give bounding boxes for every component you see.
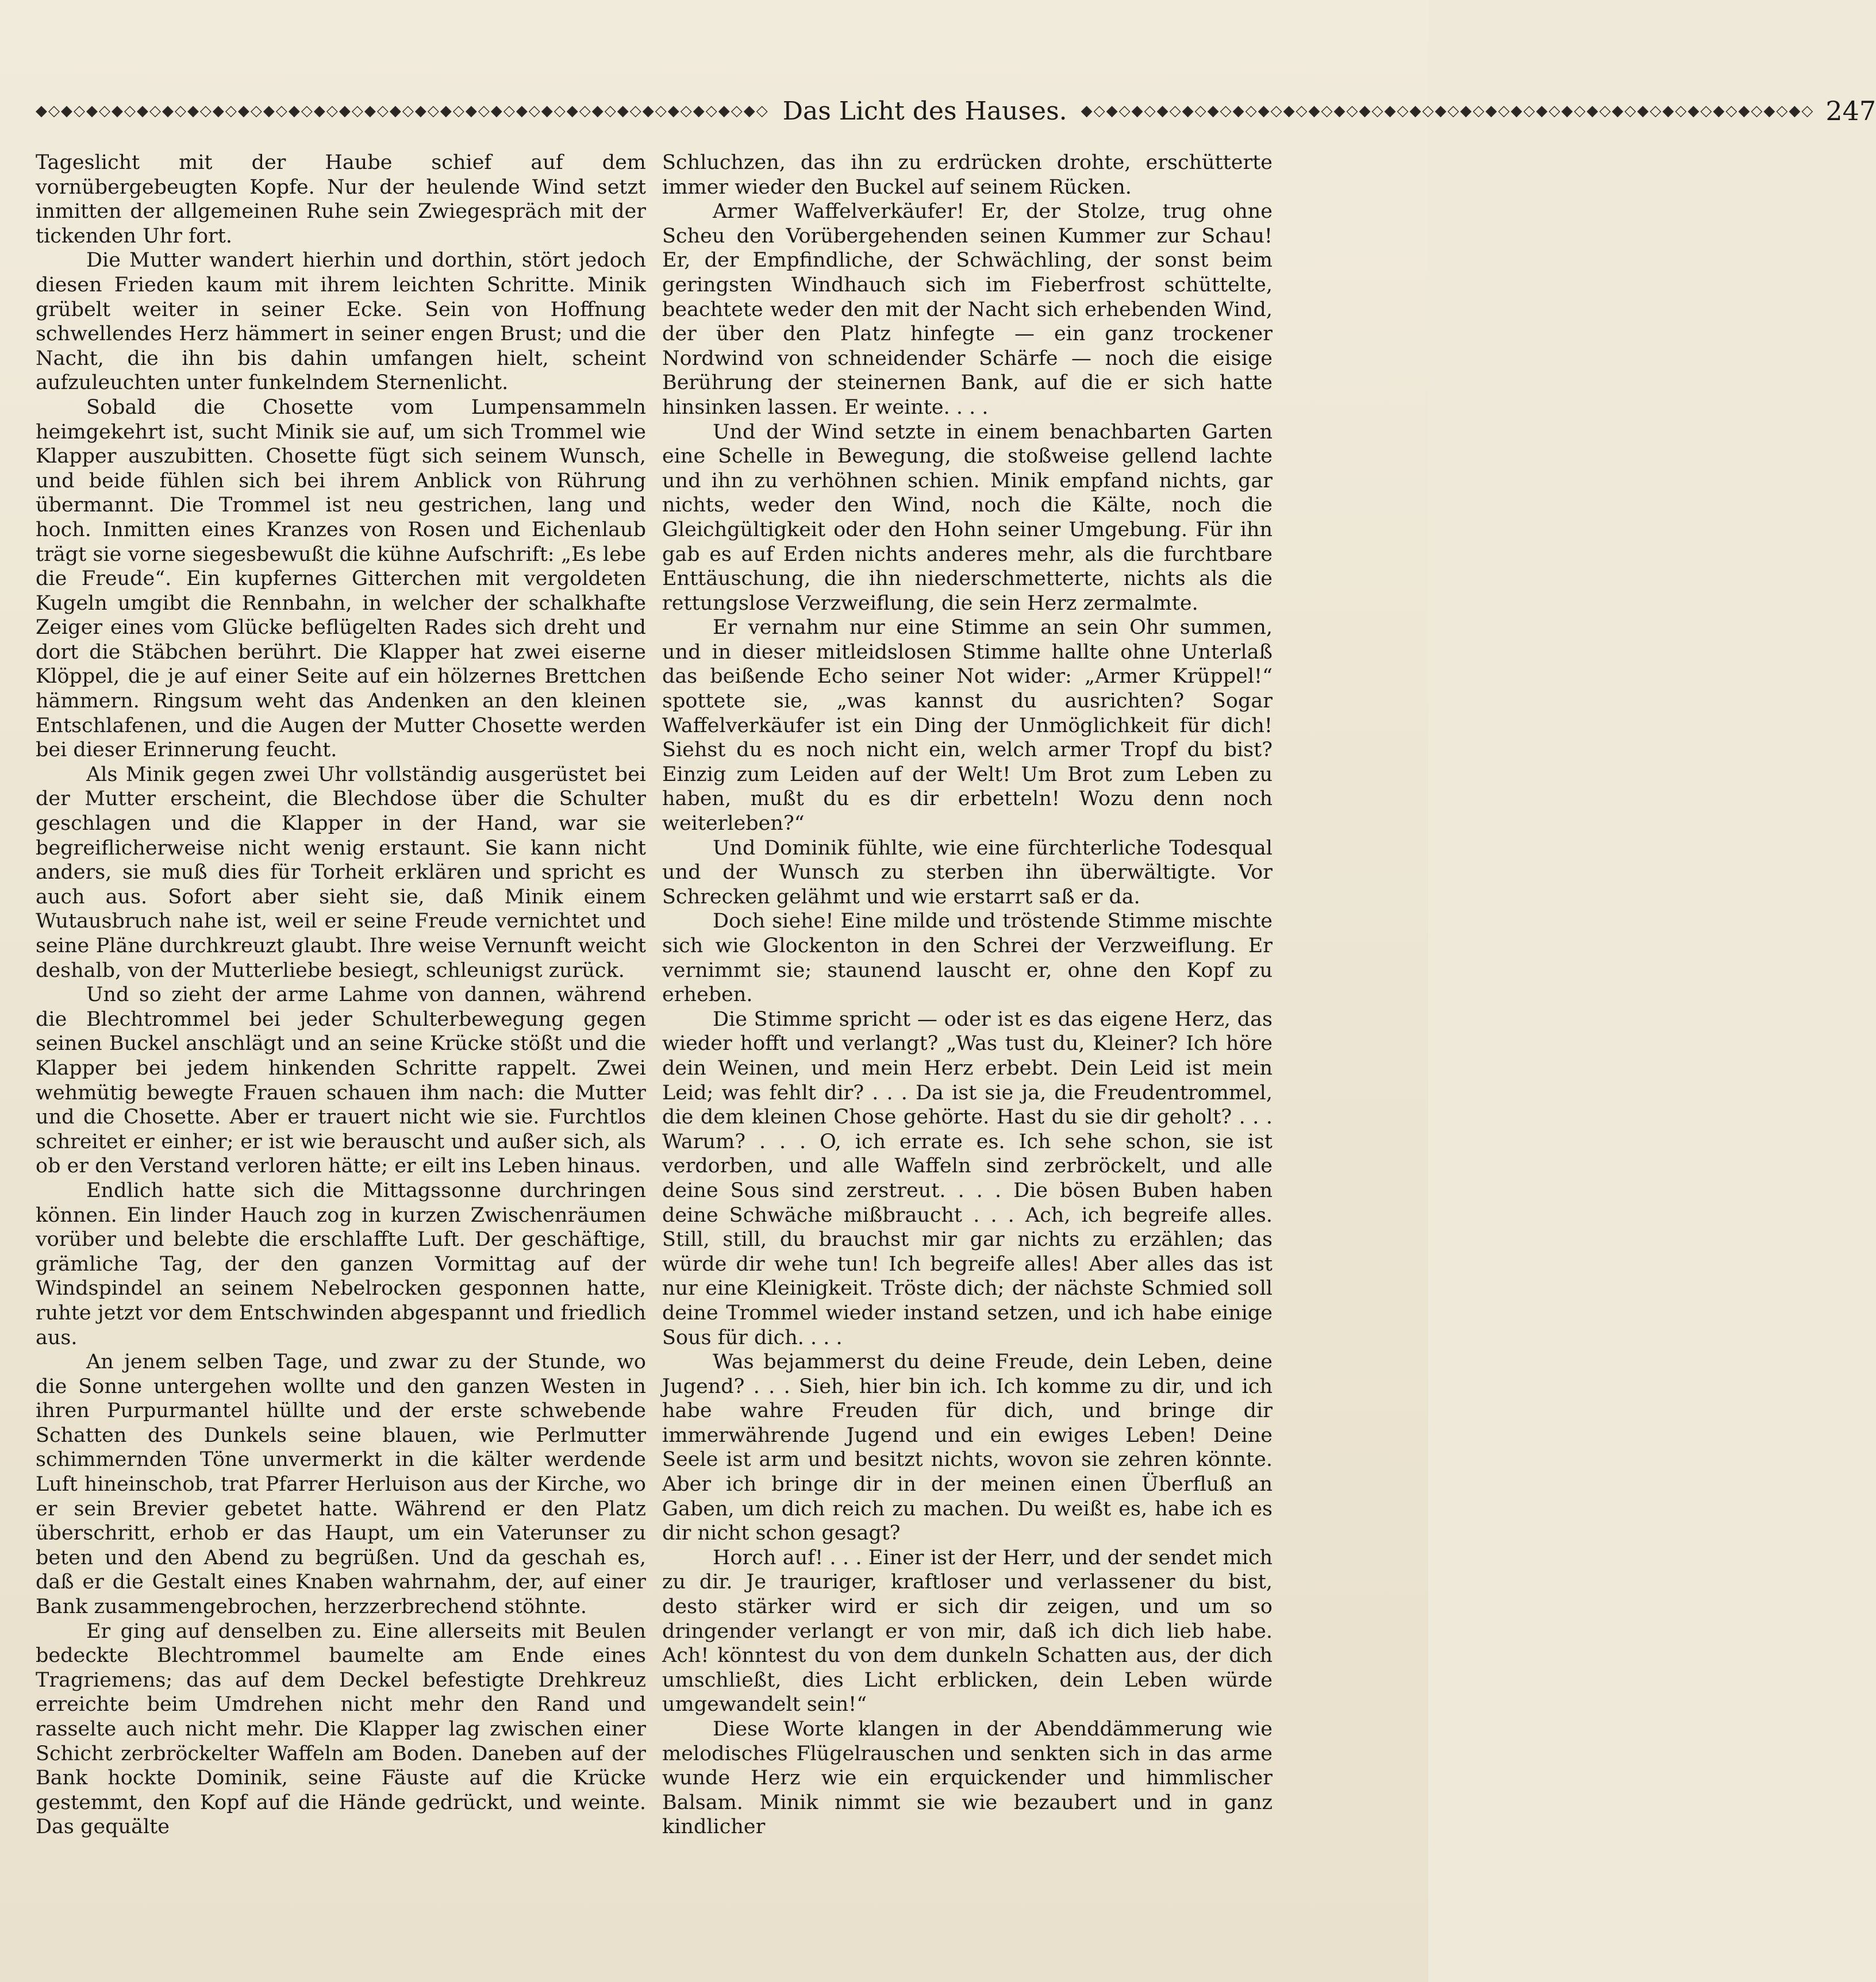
right-column — [662, 151, 1273, 1961]
paragraph: Die Stimme spricht — oder ist es das eigene Herz, das wieder hofft und verlangt? „Was tust du, Kleiner? Ich höre dein Weinen, und mein Herz erbebt. Dein Leid ist mein Leid; was fehlt dir? . . . Da ist sie ja, die Freudentrommel, die dem kleinen Chose gehörte. Hast du sie dir geholt? . . . Warum? . . . O, ich errate es. Ich sehe schon, sie ist verdorben, und alle Waffeln sind zerbröckelt, und alle deine Sous sind zerstreut. . . . Die bösen Buben haben deine Schwäche mißbraucht . . . Ach, ich begreife alles. Still, still, du brauchst mir gar nichts zu erzählen; das würde dir wehe tun! Ich begreife alles! Aber alles das ist nur eine Kleinigkeit. Tröste dich; der nächste Schmied soll deine Trommel wieder instand setzen, und ich habe einige Sous für dich. . . . — [662, 1007, 1273, 1349]
paragraph: Die Mutter wandert hierhin und dorthin, stört jedoch diesen Frieden kaum mit ihrem leichten Schritte. Minik grübelt weiter in seiner Ecke. Sein von Hoffnung schwellendes Herz hämmert in seiner engen Brust; und die Nacht, die ihn bis dahin umfangen hielt, scheint aufzuleuchten unter funkelndem Sternenlicht. — [36, 249, 646, 395]
paragraph: Er vernahm nur eine Stimme an sein Ohr summen, und in dieser mitleidslosen Stimme hallte ohne Unterlaß das beißende Echo seiner Not wider: „Armer Krüppel!“ spottete sie, „was kannst du ausrichten? Sogar Waffelverkäufer ist ein Ding der Unmöglichkeit für dich! Siehst du es noch nicht ein, welch armer Tropf du bist? Einzig zum Leiden auf der Welt! Um Brot zum Leben zu haben, mußt du es dir erbetteln! Wozu denn noch weiterleben?“ — [662, 616, 1273, 836]
paragraph: Sobald die Chosette vom Lumpensammeln heimgekehrt ist, sucht Minik sie auf, um sich Trommel wie Klapper auszubitten. Chosette fügt sich seinem Wunsch, und beide fühlen sich bei ihrem Anblick von Rührung übermannt. Die Trommel ist neu gestrichen, lang und hoch. Inmitten eines Kranzes von Rosen und Eichenlaub trägt sie vorne siegesbewußt die kühne Aufschrift: „Es lebe die Freude“. Ein kupfernes Gitterchen mit vergoldeten Kugeln umgibt die Rennbahn, in welcher der schalkhafte Zeiger eines vom Glücke beflügelten Rades sich dreht und dort die Stäbchen berührt. Die Klapper hat zwei eiserne Klöppel, die je auf einer Seite auf ein hölzernes Brettchen hämmern. Ringsum weht das Andenken an den kleinen Entschlafenen, und die Augen der Mutter Chosette werden bei dieser Erinnerung feucht. — [36, 395, 646, 762]
paragraph: Als Minik gegen zwei Uhr vollständig ausgerüstet bei der Mutter erscheint, die Blechdose über die Schulter geschlagen und die Klapper in der Hand, war sie begreiflicherweise nicht wenig erstaunt. Sie kann nicht anders, sie muß dies für Torheit erklären und spricht es auch aus. Sofort aber sieht sie, daß Minik einem Wutausbruch nahe ist, weil er seine Freude vernichtet und seine Pläne durchkreuzt glaubt. Ihre weise Vernunft weicht deshalb, von der Mutterliebe besiegt, schleunigst zurück. — [36, 763, 646, 982]
paragraph: Schluchzen, das ihn zu erdrücken drohte, erschütterte immer wieder den Buckel auf seinem Rücken. — [662, 151, 1273, 199]
paragraph: Diese Worte klangen in der Abenddämmerung wie melodisches Flügelrauschen und senkten sich in das arme wunde Herz wie ein erquickender und himmlischer Balsam. Minik nimmt sie wie bezaubert und in ganz kindlicher — [662, 1718, 1273, 1839]
paragraph: Er ging auf denselben zu. Eine allerseits mit Beulen bedeckte Blechtrommel baumelte am Ende eines Tragriemens; das auf dem Deckel befestigte Drehkreuz erreichte beim Umdrehen nicht mehr den Rand und rasselte auch nicht mehr. Die Klapper lag zwischen einer Schicht zerbröckelter Waffeln am Boden. Daneben auf der Bank hockte Dominik, seine Fäuste auf die Krücke gestemmt, den Kopf auf die Hände gedrückt, und weinte. Das gequälte — [36, 1619, 646, 1839]
paragraph: An jenem selben Tage, und zwar zu der Stunde, wo die Sonne untergehen wollte und den ganzen Westen in ihren Purpurmantel hüllte und der erste schwebende Schatten des Dunkels seine blauen, wie Perlmutter schimmernden Töne unvermerkt in die kälter werdende Luft hineinschob, trat Pfarrer Herluison aus der Kirche, wo er sein Brevier gebetet hatte. Während er den Platz überschritt, erhob er das Haupt, um ein Vaterunser zu beten und den Abend zu begrüßen. Und da geschah es, daß er die Gestalt eines Knaben wahrnahm, der, auf einer Bank zusammengebrochen, herzzerbrechend stöhnte. — [36, 1350, 646, 1619]
page-number: 247 — [1825, 95, 1876, 126]
paragraph: Doch siehe! Eine milde und tröstende Stimme mischte sich wie Glockenton in den Schrei der Verzweiflung. Er vernimmt sie; staunend lauscht er, ohne den Kopf zu erheben. — [662, 910, 1273, 1007]
page-header — [36, 91, 1876, 131]
paragraph: Armer Waffelverkäufer! Er, der Stolze, trug ohne Scheu den Vorübergehenden seinen Kummer zur Schau! Er, der Empfindliche, der Schwächling, der sonst beim geringsten Windhauch sich im Fieberfrost schüttelte, beachtete weder den mit der Nacht sich erhebenden Wind, der über den Platz hinfegte — ein ganz trockener Nordwind von schneidender Schärfe — noch die eisige Berührung der steinernen Bank, auf die er sich hatte hinsinken lassen. Er weinte. . . . — [662, 200, 1273, 419]
header-ornament-left: ◆◇◆◇◆◇◆◇◆◇◆◇◆◇◆◇◆◇◆◇◆◇◆◇◆◇◆◇◆◇◆◇◆◇◆◇◆◇◆◇◆◇◆◇◆◇◆◇◆◇◆◇◆◇◆◇◆◇ — [36, 102, 769, 120]
paragraph: Und der Wind setzte in einem benachbarten Garten eine Schelle in Bewegung, die stoßweise gellend lachte und ihn zu verhöhnen schien. Minik empfand nichts, gar nichts, weder den Wind, noch die Kälte, noch die Gleichgültigkeit oder den Hohn seiner Umgebung. Für ihn gab es auf Erden nichts anderes mehr, als die furchtbare Enttäuschung, die ihn niederschmetterte, nichts als die rettungslose Verzweiflung, die sein Herz zermalmte. — [662, 420, 1273, 615]
paragraph: Und so zieht der arme Lahme von dannen, während die Blechtrommel bei jeder Schulterbewegung gegen seinen Buckel anschlägt und an seine Krücke stößt und die Klapper bei jedem hinkenden Schritte rappelt. Zwei wehmütig bewegte Frauen schauen ihm nach: die Mutter und die Chosette. Aber er trauert nicht wie sie. Furchtlos schreitet er einher; er ist wie berauscht und außer sich, als ob er den Verstand verloren hätte; er eilt ins Leben hinaus. — [36, 983, 646, 1178]
left-column — [36, 151, 646, 1961]
paragraph: Horch auf! . . . Einer ist der Herr, und der sendet mich zu dir. Je trauriger, kraftloser und verlassener du bist, desto stärker wird er sich dir zeigen, und um so dringender verlangt er von mir, daß ich dich lieb habe. Ach! könntest du von dem dunkeln Schatten aus, der dich umschließt, dies Licht erblicken, dein Leben würde umgewandelt sein!“ — [662, 1546, 1273, 1717]
paragraph: Tageslicht mit der Haube schief auf dem vornübergebeugten Kopfe. Nur der heulende Wind setzt inmitten der allgemeinen Ruhe sein Zwiegespräch mit der tickenden Uhr fort. — [36, 151, 646, 248]
paragraph: Endlich hatte sich die Mittagssonne durchringen können. Ein linder Hauch zog in kurzen Zwischenräumen vorüber und belebte die erschlaffte Luft. Der geschäftige, grämliche Tag, der den ganzen Vormittag auf der Windspindel an seinem Nebelrocken gesponnen hatte, ruhte jetzt vor dem Entschwinden abgespannt und friedlich aus. — [36, 1179, 646, 1349]
paragraph: Was bejammerst du deine Freude, dein Leben, deine Jugend? . . . Sieh, hier bin ich. Ich komme zu dir, und ich habe wahre Freuden für dich, und bringe dir immerwährende Jugend und ein ewiges Leben! Deine Seele ist arm und besitzt nichts, wovon sie zehren könnte. Aber ich bringe dir in der meinen einen Überfluß an Gaben, um dich reich zu machen. Du weißt es, habe ich es dir nicht schon gesagt? — [662, 1350, 1273, 1545]
paragraph: Und Dominik fühlte, wie eine fürchterliche Todesqual und der Wunsch zu sterben ihn überwältigte. Vor Schrecken gelähmt und wie erstarrt saß er da. — [662, 836, 1273, 909]
running-title: Das Licht des Hauses. — [782, 96, 1067, 126]
header-ornament-right: ◆◇◆◇◆◇◆◇◆◇◆◇◆◇◆◇◆◇◆◇◆◇◆◇◆◇◆◇◆◇◆◇◆◇◆◇◆◇◆◇◆◇◆◇◆◇◆◇◆◇◆◇◆◇◆◇◆◇ — [1081, 102, 1815, 120]
